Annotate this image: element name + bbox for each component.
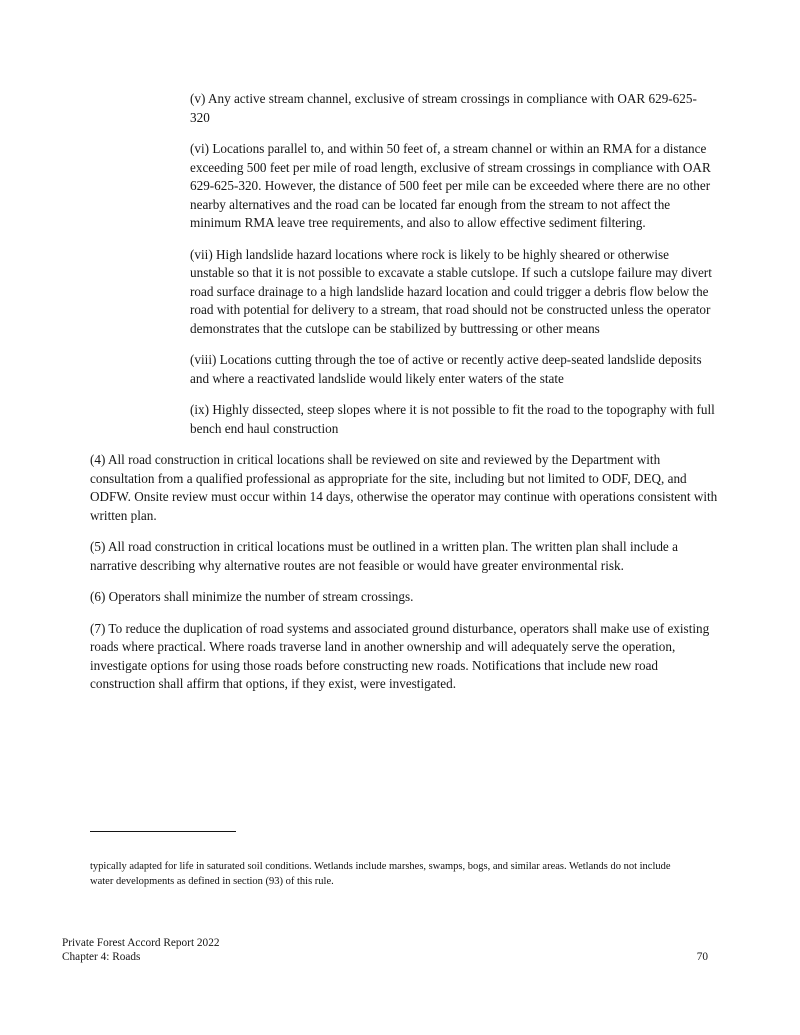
footnote-separator bbox=[90, 831, 236, 832]
sub-item-ix: (ix) Highly dissected, steep slopes where it is not possible to fit the road to the topography with full bench end haul construction bbox=[190, 402, 715, 436]
paragraph-6: (6) Operators shall minimize the number of stream crossings. bbox=[90, 589, 414, 604]
paragraph-4: (4) All road construction in critical locations shall be reviewed on site and reviewed by the Department with consultation from a qualified professional as appropriate for the site, including but not limited to ODF, DEQ, and ODFW. Onsite review must occur within 14 days, otherwise the operator may continue with operations consistent with written plan. bbox=[90, 452, 718, 523]
paragraph-7: (7) To reduce the duplication of road systems and associated ground disturbance, operators shall make use of existing roads where practical. Where roads traverse land in another ownership and will adequately serve the operation, investigate options for using those roads before constructing new roads. Notifications that include new road construction shall affirm that options, if they exist, were investigated. bbox=[90, 620, 710, 691]
sub-item-viii: (viii) Locations cutting through the toe of active or recently active deep-seated landslide deposits and where a reactivated landslide would likely enter waters of the state bbox=[190, 352, 702, 386]
paragraph-5: (5) All road construction in critical locations must be outlined in a written plan. The written plan shall include a narrative describing why alternative routes are not feasible or would have greater environmental risk. bbox=[90, 539, 678, 573]
page-footer bbox=[62, 936, 708, 964]
page-number: 70 bbox=[696, 951, 708, 963]
footnote-text: typically adapted for life in saturated soil conditions. Wetlands include marshes, swamps, bogs, and similar areas. Wetlands do not include water developments as defined in section (93) of this rule. bbox=[90, 861, 671, 887]
sub-item-vi: (vi) Locations parallel to, and within 50 feet of, a stream channel or within an RMA for a distance exceeding 500 feet per mile of road length, exclusive of stream crossings in compliance with OAR 629-625-320. However, the distance of 500 feet per mile can be exceeded where there are no other nearby alternatives and the road can be located far enough from the stream to not affect the minimum RMA leave tree requirements, and also to allow effective sediment filtering. bbox=[190, 141, 711, 230]
footer-chapter: Chapter 4: Roads bbox=[62, 951, 141, 963]
sub-item-vii: (vii) High landslide hazard locations where rock is likely to be highly sheared or otherwise unstable so that it is not possible to excavate a stable cutslope. If such a cutslope failure may divert road surface drainage to a high landslide hazard location and could trigger a debris flow below the road with potential for delivery to a stream, that road should not be constructed unless the operator demonstrates that the cutslope can be stabilized by buttressing or other means bbox=[190, 246, 712, 336]
sub-item-v: (v) Any active stream channel, exclusive of stream crossings in compliance with OAR 629-625-320 bbox=[190, 91, 697, 125]
footer-report-title: Private Forest Accord Report 2022 bbox=[62, 937, 220, 949]
body-text bbox=[90, 90, 718, 707]
